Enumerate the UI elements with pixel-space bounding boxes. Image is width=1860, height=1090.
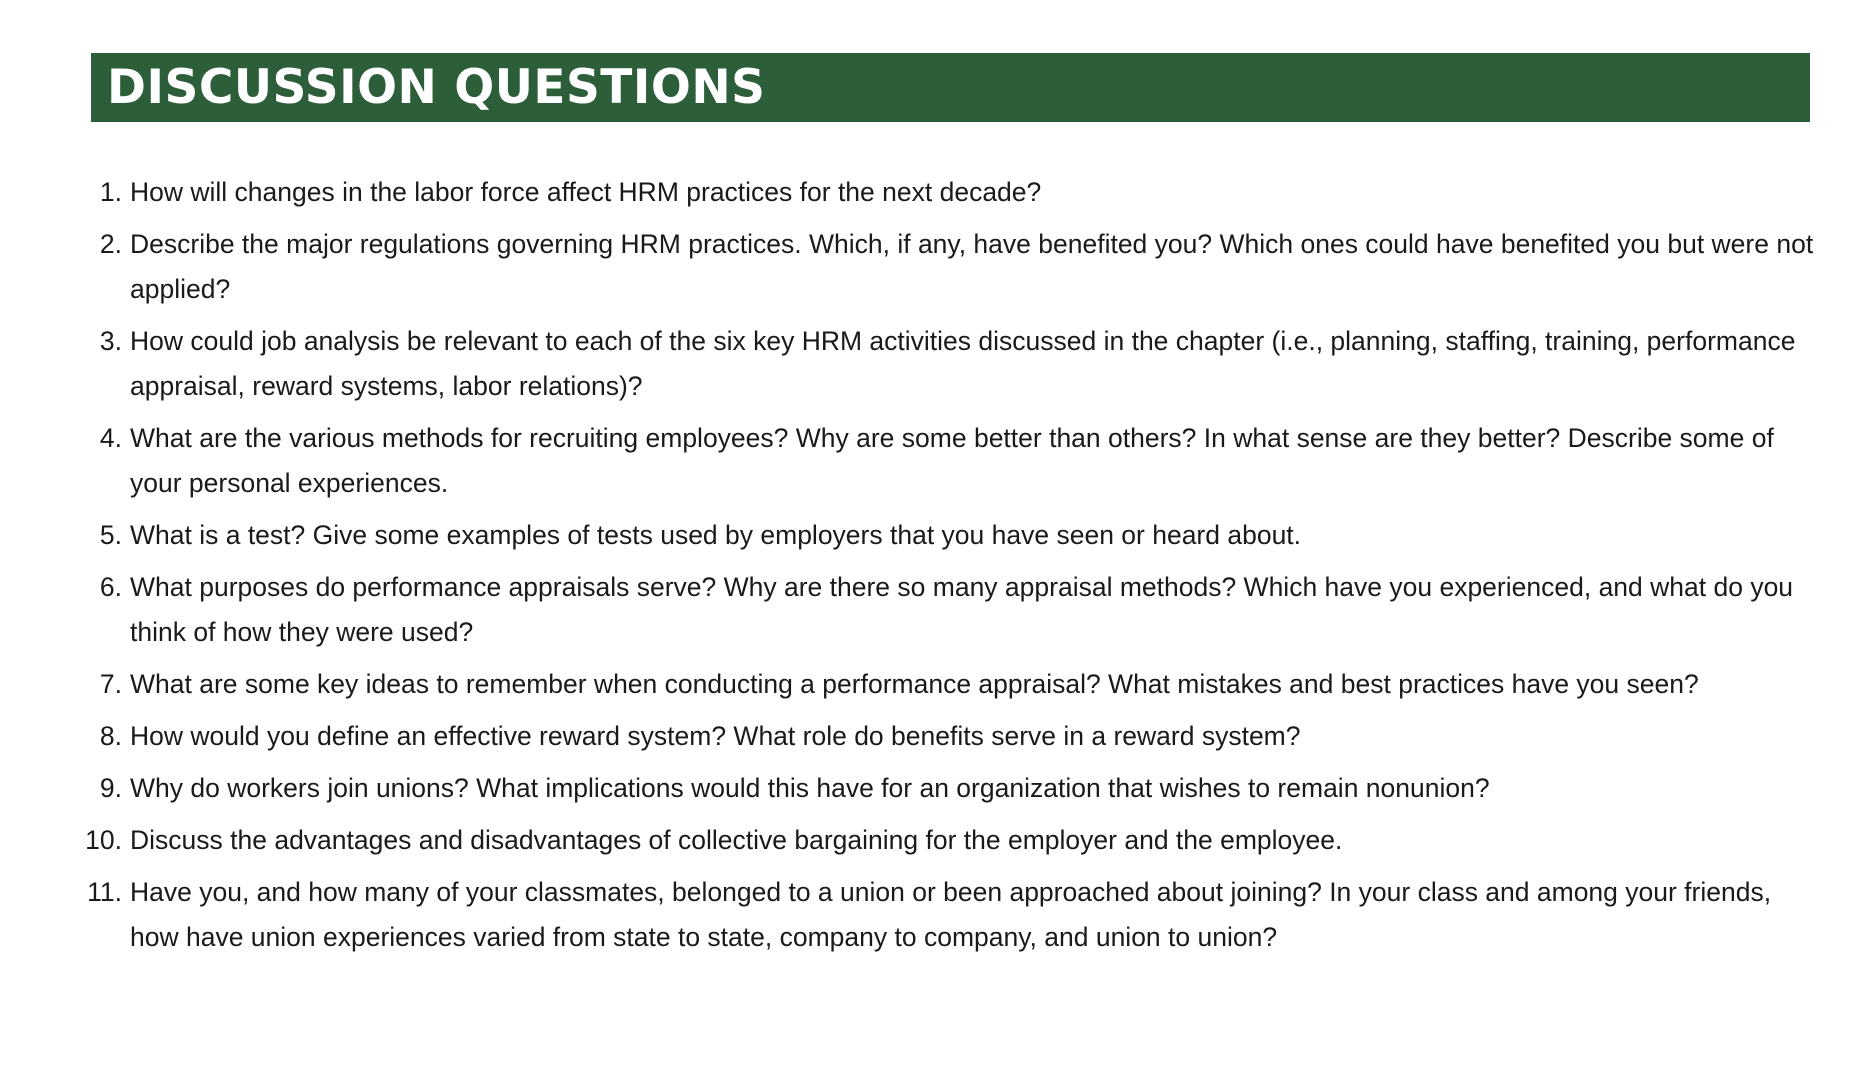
section-title: DISCUSSION QUESTIONS bbox=[107, 60, 766, 115]
question-number: 10. bbox=[85, 825, 122, 855]
question-text: Describe the major regulations governing HRM practices. Which, if any, have benefited you? Which ones could have benefited you but were not applied? bbox=[130, 229, 1814, 304]
question-text: Have you, and how many of your classmates, belonged to a union or been approached about joining? In your class and among your friends, how have union experiences varied from state to state, company to company, and union to union? bbox=[130, 877, 1772, 952]
question-item bbox=[60, 870, 1820, 960]
question-text: Why do workers join unions? What implications would this have for an organization that wishes to remain nonunion? bbox=[130, 773, 1490, 803]
question-text: What are the various methods for recruiting employees? Why are some better than others? In what sense are they better? Describe some of your personal experiences. bbox=[130, 423, 1774, 498]
question-number: 9. bbox=[99, 773, 122, 803]
section-header-bar bbox=[91, 53, 1810, 122]
question-number: 6. bbox=[99, 572, 122, 602]
question-number: 5. bbox=[99, 520, 122, 550]
question-item bbox=[60, 513, 1820, 558]
question-text: How could job analysis be relevant to each of the six key HRM activities discussed in the chapter (i.e., planning, staffing, training, performance appraisal, reward systems, labor relations)? bbox=[130, 326, 1796, 401]
discussion-question-list bbox=[60, 170, 1820, 967]
question-item bbox=[60, 766, 1820, 811]
question-text: What are some key ideas to remember when conducting a performance appraisal? What mistakes and best practices have you seen? bbox=[130, 669, 1699, 699]
question-text: How would you define an effective reward system? What role do benefits serve in a reward system? bbox=[130, 721, 1301, 751]
question-item bbox=[60, 416, 1820, 506]
question-number: 11. bbox=[87, 877, 122, 907]
question-number: 3. bbox=[99, 326, 122, 356]
question-item bbox=[60, 170, 1820, 215]
question-number: 4. bbox=[99, 423, 122, 453]
question-number: 2. bbox=[99, 229, 122, 259]
question-item bbox=[60, 662, 1820, 707]
question-item bbox=[60, 714, 1820, 759]
question-text: How will changes in the labor force affect HRM practices for the next decade? bbox=[130, 177, 1042, 207]
question-text: What is a test? Give some examples of tests used by employers that you have seen or heard about. bbox=[130, 520, 1302, 550]
question-number: 8. bbox=[99, 721, 122, 751]
question-item bbox=[60, 319, 1820, 409]
question-number: 7. bbox=[99, 669, 122, 699]
question-text: What purposes do performance appraisals serve? Why are there so many appraisal methods? Which have you experienced, and what do you think of how they were used? bbox=[130, 572, 1794, 647]
question-item bbox=[60, 818, 1820, 863]
question-text: Discuss the advantages and disadvantages of collective bargaining for the employer and the employee. bbox=[130, 825, 1343, 855]
question-number: 1. bbox=[99, 177, 122, 207]
question-item bbox=[60, 565, 1820, 655]
question-item bbox=[60, 222, 1820, 312]
